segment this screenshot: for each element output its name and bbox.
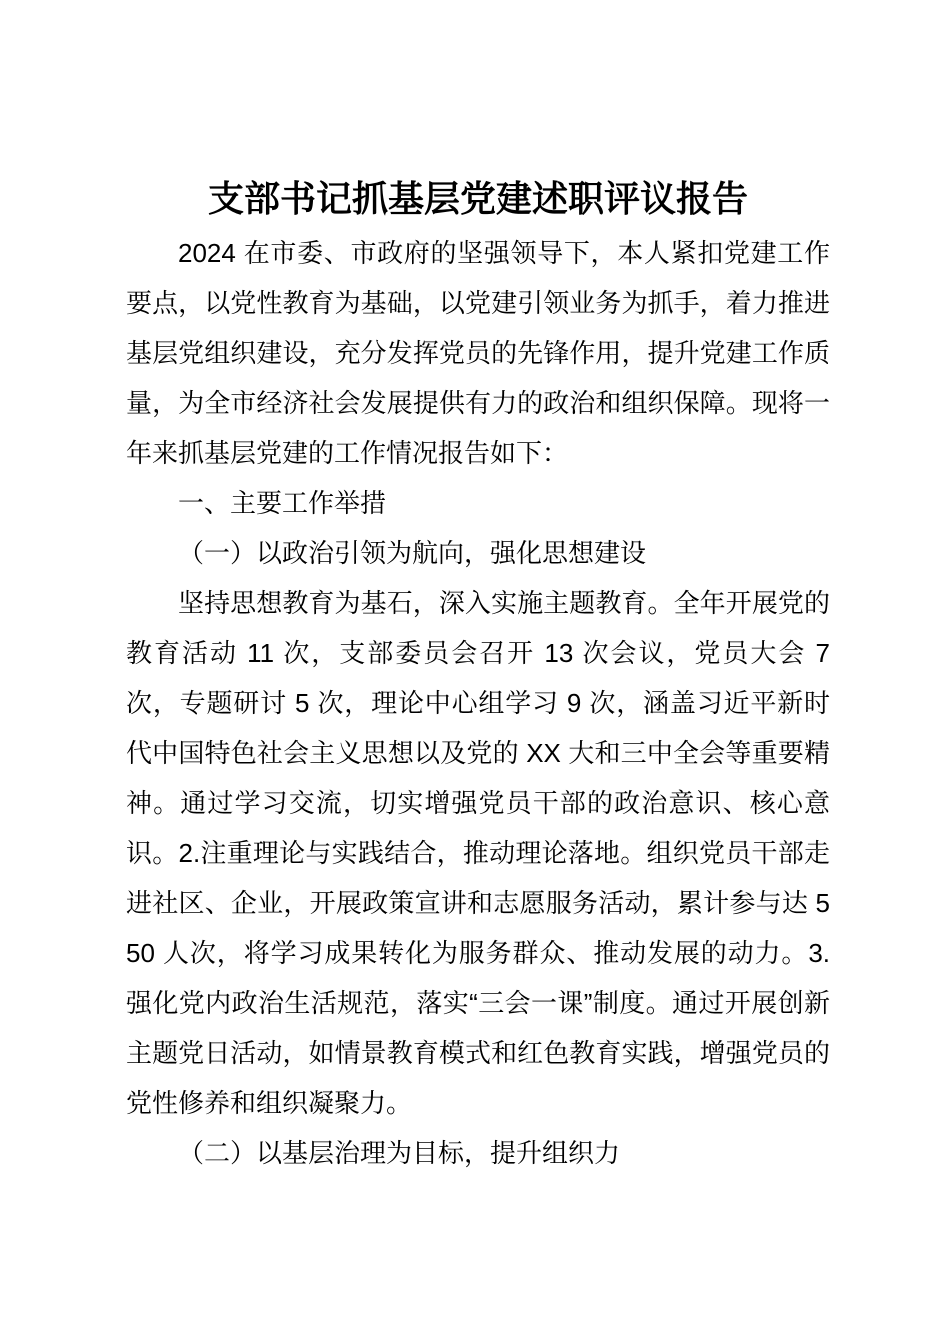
page-title: 支部书记抓基层党建述职评议报告 xyxy=(207,178,748,219)
paragraph: 坚持思想教育为基石，深入实施主题教育。全年开展党的教育活动 11 次，支部委员会召开 13 次会议，党员大会 7 次，专题研讨 5 次，理论中心组学习 9 次，涵盖习近平新时代中国特色社会主义思想以及党的 XX 大和三中全会等重要精神。通过学习交流，切实增强党员干部的政治意识、核心意识。2.注重理论与实践结合，推动理论落地。组织党员干部走进社区、企业，开展政策宣讲和志愿服务活动，累计参与达 550 人次，将学习成果转化为服务群众、推动发展的动力。3.强化党内政治生活规范，落实“三会一课”制度。通过开展创新主题党日活动，如情景教育模式和红色教育实践，增强党员的党性修养和组织凝聚力。 xyxy=(126,588,830,1118)
paragraph: 2024 在市委、市政府的坚强领导下，本人紧扣党建工作要点，以党性教育为基础，以党建引领业务为抓手，着力推进基层党组织建设，充分发挥党员的先锋作用，提升党建工作质量，为全市经济社会发展提供有力的政治和组织保障。现将一年来抓基层党建的工作情况报告如下： xyxy=(126,238,830,468)
section-heading: （二）以基层治理为目标，提升组织力 xyxy=(178,1138,621,1168)
section-heading: 一、主要工作举措 xyxy=(178,488,387,518)
section-heading: （一）以政治引领为航向，强化思想建设 xyxy=(178,538,647,568)
document-body xyxy=(126,228,830,1178)
